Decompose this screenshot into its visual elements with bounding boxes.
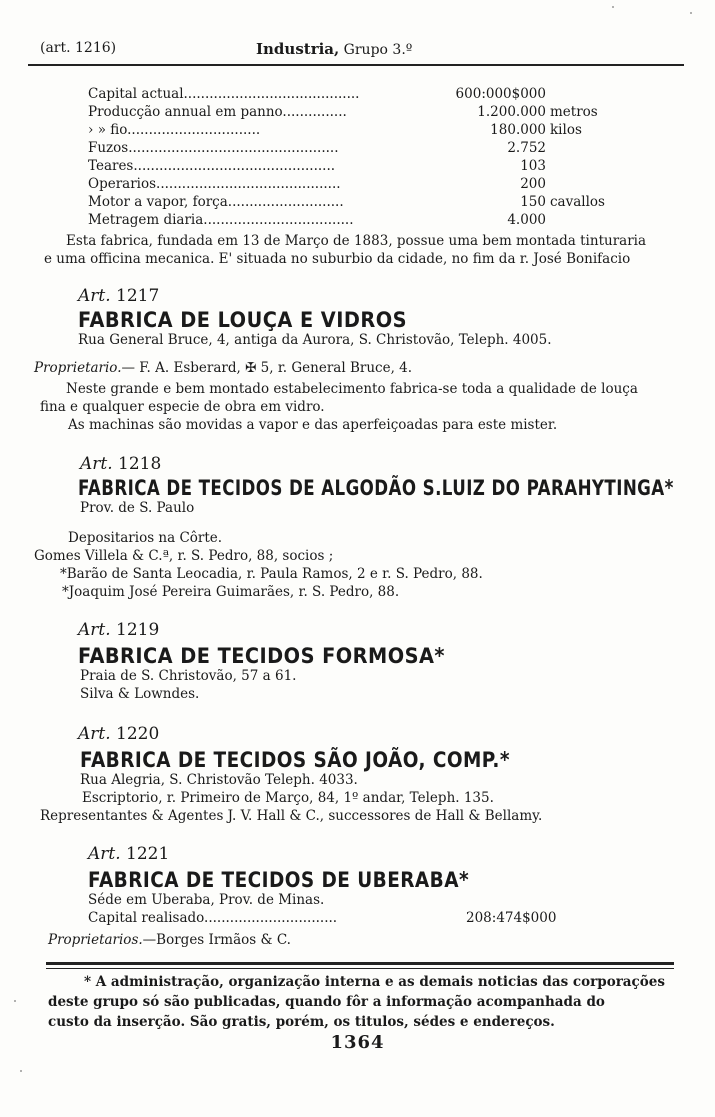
depositario-line: *Joaquim José Pereira Guimarães, r. S. Pedro, 88. [62,584,400,600]
capital-label: Capital realisado............................... [88,910,338,926]
stat-value: 600:000$000 [455,86,546,102]
proprietor-line: Proprietario.— F. A. Esberard, ✠ 5, r. General Bruce, 4. [34,360,413,376]
stat-label: Fuzos................................................. [88,140,339,156]
article-title: FABRICA DE TECIDOS DE ALGODÃO S.LUIZ DO PARAHYTINGA* [78,476,674,500]
stat-value: 4.000 [507,212,546,228]
scan-speck [20,1070,22,1072]
article-number: Art. 1217 [78,286,160,306]
article-owner: Silva & Lowndes. [80,686,200,702]
article-address: Rua General Bruce, 4, antiga da Aurora, S. Christovão, Teleph. 4005. [78,332,552,348]
running-head-bold: Industria, [256,40,340,58]
article-number: Art. 1218 [80,454,162,474]
footnote-line: * A administração, organização interna e as demais noticias das corporações [84,974,665,990]
article-province: Prov. de S. Paulo [80,500,195,516]
article-title: FABRICA DE TECIDOS DE UBERABA* [88,868,470,892]
scan-speck [612,6,614,8]
stat-label: Producção annual em panno............... [88,104,347,120]
depositario-line: Gomes Villela & C.ª, r. S. Pedro, 88, socios ; [34,548,334,564]
footnote-line: custo da inserção. São gratis, porém, os titulos, sédes e endereços. [48,1014,555,1030]
article-title: FABRICA DE TECIDOS SÃO JOÃO, COMP.* [80,748,510,772]
article-address: Rua Alegria, S. Christovão Teleph. 4033. [80,772,358,788]
footnote-line: deste grupo só são publicadas, quando fôr a informação acompanhada do [48,994,605,1010]
article-address: Praia de S. Christovão, 57 a 61. [80,668,297,684]
article-seat: Séde em Uberaba, Prov. de Minas. [88,892,325,908]
page-number: 1364 [330,1032,385,1053]
stat-label: Metragem diaria................................... [88,212,354,228]
footnote-rule-thin [46,968,674,969]
article-title: FABRICA DE LOUÇA E VIDROS [78,308,407,332]
depositario-line: *Barão de Santa Leocadia, r. Paula Ramos, 2 e r. S. Pedro, 88. [60,566,483,582]
stat-value: 2.752 [507,140,546,156]
stat-value: 103 [520,158,546,174]
stat-value: 200 [520,176,546,192]
footnote-rule [46,962,674,965]
footnote [48,972,678,1032]
running-head-group: Grupo 3.º [339,42,413,58]
stat-label: Teares............................................... [88,158,336,174]
article-title: FABRICA DE TECIDOS FORMOSA* [78,644,445,668]
scan-speck [14,1000,16,1002]
stat-label: Capital actual......................................... [88,86,360,102]
running-head-title [256,40,412,58]
article-office: Escriptorio, r. Primeiro de Março, 84, 1º andar, Teleph. 135. [82,790,494,806]
stat-label: Operarios........................................... [88,176,341,192]
header-rule [28,64,684,66]
running-head-left: (art. 1216) [40,40,117,56]
article-number: Art. 1219 [78,620,160,640]
proprietor-line: Proprietarios.—Borges Irmãos & C. [48,932,291,948]
stat-label: Motor a vapor, força........................... [88,194,344,210]
stat-value: 150 cavallos [520,194,605,210]
depositarios-heading: Depositarios na Côrte. [68,530,223,546]
stat-value: 1.200.000 metros [477,104,598,120]
article-number: Art. 1221 [88,844,170,864]
article-para-line: fina e qualquer especie de obra em vidro. [40,399,325,415]
stat-label: › » fio............................... [88,122,261,138]
article-para-line: As machinas são movidas a vapor e das aperfeiçoadas para este mister. [68,417,558,433]
intro-para-line: e uma officina mecanica. E' situada no suburbio da cidade, no fim da r. José Bonifacio [44,251,631,267]
capital-value: 208:474$000 [466,910,557,926]
article-number: Art. 1220 [78,724,160,744]
intro-para-line: Esta fabrica, fundada em 13 de Março de 1883, possue uma bem montada tinturaria [66,233,647,249]
article-agents: Representantes & Agentes J. V. Hall & C., successores de Hall & Bellamy. [40,808,543,824]
article-para-line: Neste grande e bem montado estabelecimento fabrica-se toda a qualidade de louça [66,381,638,397]
scan-speck [690,12,692,14]
stat-value: 180.000 kilos [490,122,582,138]
